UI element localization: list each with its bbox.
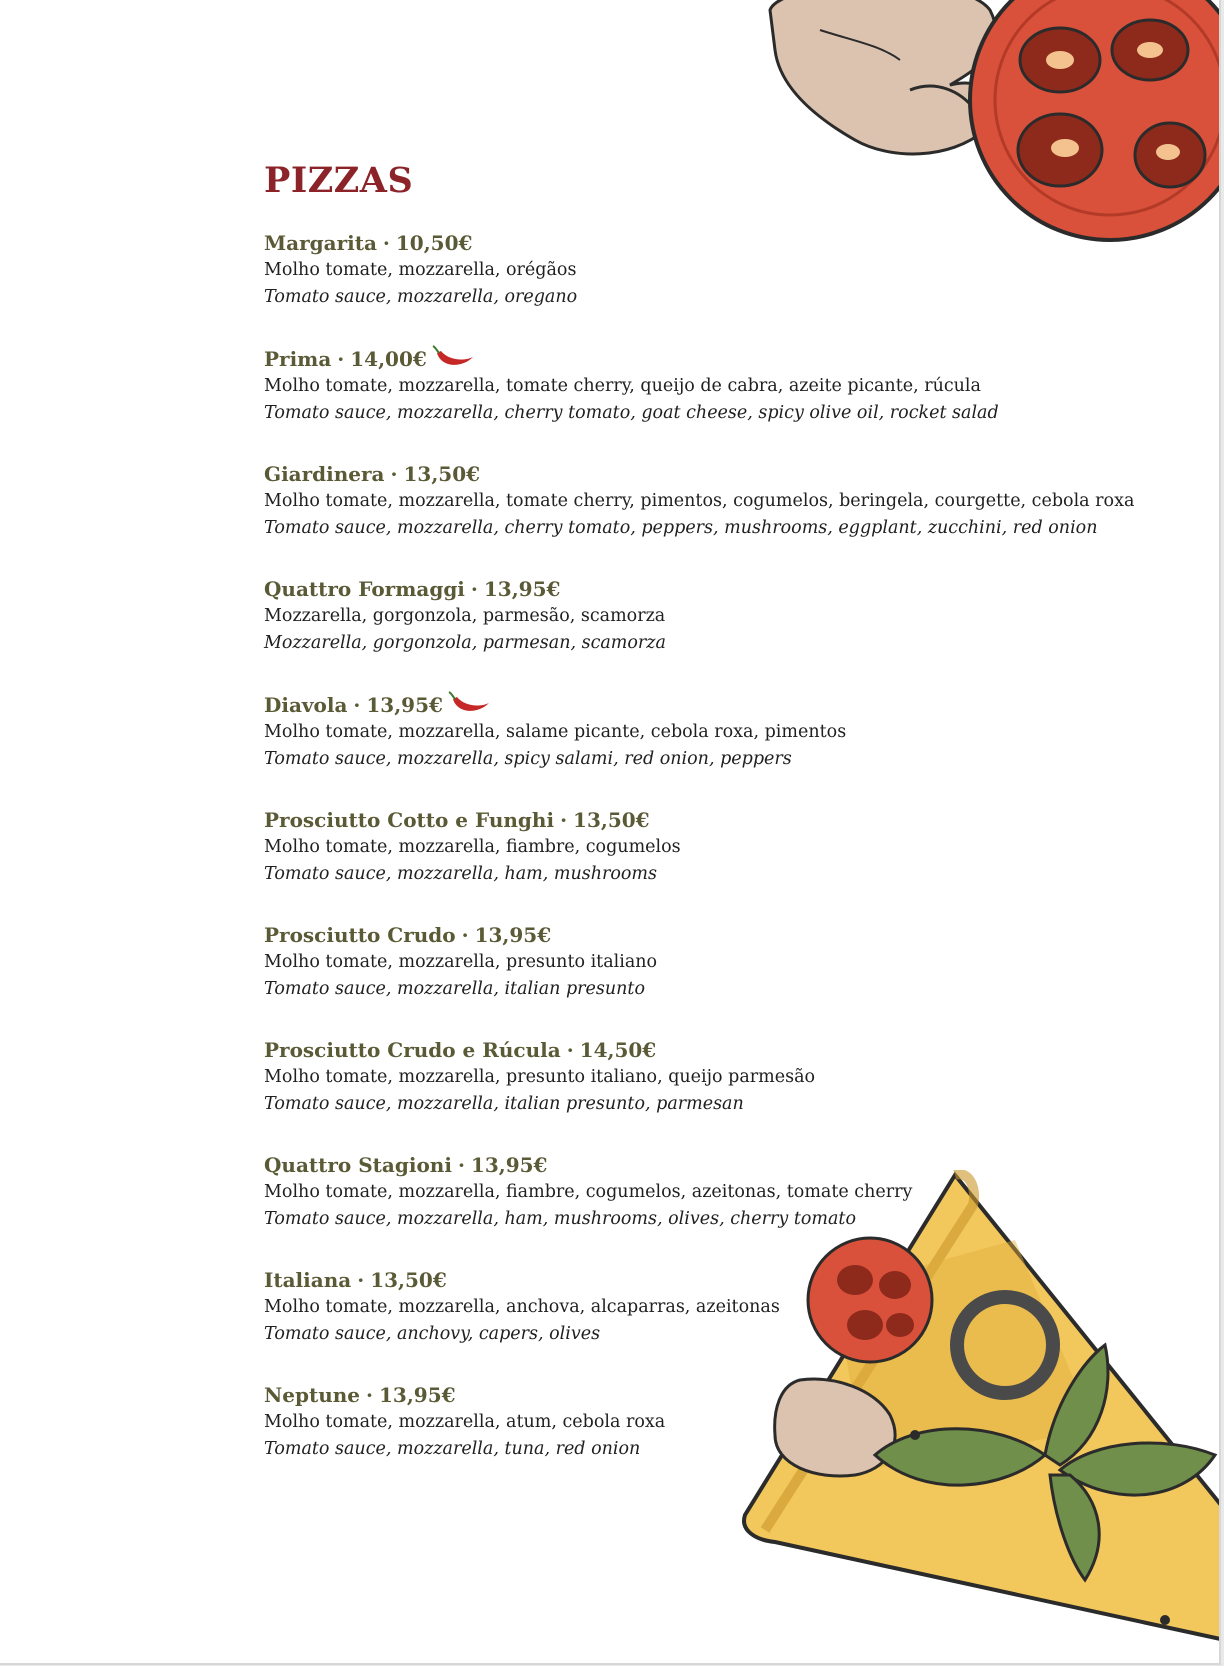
item-description-pt: Molho tomate, mozzarella, fiambre, cogumelos xyxy=(264,837,681,857)
menu-item xyxy=(264,230,1134,311)
price-separator: · xyxy=(461,923,469,947)
item-description-pt: Molho tomate, mozzarella, presunto italiano xyxy=(264,952,658,972)
menu-item xyxy=(264,576,1134,657)
item-price: 13,50€ xyxy=(370,1268,447,1292)
item-heading xyxy=(264,576,1134,603)
item-heading xyxy=(264,1267,1134,1294)
item-name: Neptune xyxy=(264,1383,361,1407)
item-description-en: Tomato sauce, mozzarella, ham, mushrooms xyxy=(264,864,658,884)
item-name: Giardinera xyxy=(264,462,385,486)
chili-pepper-icon xyxy=(431,345,475,373)
item-price: 13,95€ xyxy=(470,1153,548,1177)
item-description-en: Tomato sauce, mozzarella, spicy salami, red onion, peppers xyxy=(264,749,792,769)
price-separator: · xyxy=(560,808,568,832)
price-separator: · xyxy=(357,1268,365,1292)
item-description-pt: Molho tomate, mozzarella, fiambre, cogumelos, azeitonas, tomate cherry xyxy=(264,1182,913,1202)
item-price: 13,95€ xyxy=(366,692,443,717)
item-description-pt: Molho tomate, mozzarella, tomate cherry, pimentos, cogumelos, beringela, courgette, cebola roxa xyxy=(264,491,1135,511)
item-heading xyxy=(264,691,1134,719)
price-separator: · xyxy=(470,577,478,601)
item-name: Prosciutto Crudo xyxy=(264,923,456,947)
menu-item xyxy=(264,345,1134,427)
item-description-en: Tomato sauce, mozzarella, ham, mushrooms, olives, cherry tomato xyxy=(264,1209,856,1229)
item-name: Quattro Formaggi xyxy=(264,577,465,601)
item-heading xyxy=(264,230,1134,257)
menu-items xyxy=(264,230,1134,1463)
item-description-pt: Molho tomate, mozzarella, tomate cherry, queijo de cabra, azeite picante, rúcula xyxy=(264,376,981,396)
item-description-pt: Molho tomate, mozzarella, presunto italiano, queijo parmesão xyxy=(264,1067,816,1087)
item-price: 13,50€ xyxy=(573,808,650,832)
price-separator: · xyxy=(457,1153,465,1177)
item-description-en: Tomato sauce, mozzarella, italian presunto, parmesan xyxy=(264,1094,744,1114)
menu-item xyxy=(264,1152,1134,1233)
item-price: 13,95€ xyxy=(474,923,552,947)
item-description-pt: Molho tomate, mozzarella, anchova, alcaparras, azeitonas xyxy=(264,1297,780,1317)
item-heading xyxy=(264,1152,1134,1179)
item-description-en: Tomato sauce, mozzarella, oregano xyxy=(264,287,578,307)
item-description-en: Mozzarella, gorgonzola, parmesan, scamorza xyxy=(264,633,666,653)
price-separator: · xyxy=(366,1383,374,1407)
item-name: Diavola xyxy=(264,692,348,717)
item-price: 13,95€ xyxy=(483,577,561,601)
item-description-en: Tomato sauce, mozzarella, cherry tomato, peppers, mushrooms, eggplant, zucchini, red onion xyxy=(264,518,1098,538)
menu-item xyxy=(264,922,1134,1003)
menu-item xyxy=(264,1037,1134,1118)
item-name: Prosciutto Crudo e Rúcula xyxy=(264,1038,561,1062)
item-name: Quattro Stagioni xyxy=(264,1153,452,1177)
item-heading xyxy=(264,461,1134,488)
price-separator: · xyxy=(566,1038,574,1062)
item-price: 14,00€ xyxy=(350,346,427,371)
item-heading xyxy=(264,922,1134,949)
item-name: Prosciutto Cotto e Funghi xyxy=(264,808,555,832)
menu-item xyxy=(264,807,1134,888)
item-heading xyxy=(264,1382,1134,1409)
item-description-en: Tomato sauce, mozzarella, italian presunto xyxy=(264,979,645,999)
item-price: 13,95€ xyxy=(379,1383,456,1407)
item-description-en: Tomato sauce, anchovy, capers, olives xyxy=(264,1324,601,1344)
chili-pepper-icon xyxy=(447,691,491,719)
item-description-pt: Mozzarella, gorgonzola, parmesão, scamorza xyxy=(264,606,666,626)
item-heading xyxy=(264,1037,1134,1064)
item-name: Margarita xyxy=(264,231,377,255)
pizza-menu xyxy=(264,160,1134,1497)
item-price: 10,50€ xyxy=(395,231,473,255)
menu-title: PIZZAS xyxy=(264,160,414,201)
menu-item xyxy=(264,461,1134,542)
item-description-pt: Molho tomate, mozzarella, orégãos xyxy=(264,260,577,280)
item-description-en: Tomato sauce, mozzarella, cherry tomato, goat cheese, spicy olive oil, rocket salad xyxy=(264,403,999,423)
item-price: 13,50€ xyxy=(403,462,481,486)
price-separator: · xyxy=(382,231,390,255)
item-name: Prima xyxy=(264,346,332,371)
item-heading xyxy=(264,807,1134,834)
item-description-pt: Molho tomate, mozzarella, atum, cebola roxa xyxy=(264,1412,666,1432)
item-name: Italiana xyxy=(264,1268,352,1292)
item-description-en: Tomato sauce, mozzarella, tuna, red onion xyxy=(264,1439,641,1459)
item-heading xyxy=(264,345,1134,373)
item-price: 14,50€ xyxy=(579,1038,657,1062)
menu-item xyxy=(264,1267,1134,1348)
item-description-pt: Molho tomate, mozzarella, salame picante, cebola roxa, pimentos xyxy=(264,722,847,742)
price-separator: · xyxy=(353,692,361,717)
menu-item xyxy=(264,691,1134,773)
price-separator: · xyxy=(337,346,345,371)
menu-item xyxy=(264,1382,1134,1463)
price-separator: · xyxy=(390,462,398,486)
